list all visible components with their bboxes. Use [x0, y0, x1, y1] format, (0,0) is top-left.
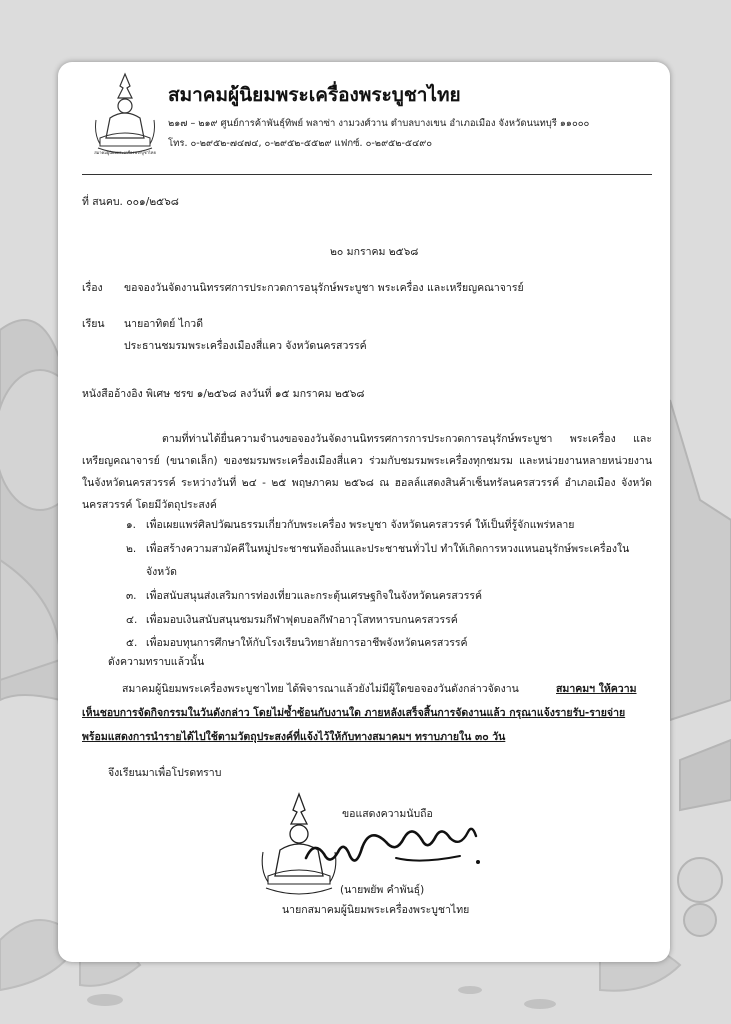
subject-label: เรื่อง — [82, 282, 103, 294]
item-number: ๒. — [126, 543, 137, 555]
to-title: ประธานชมรมพระเครื่องเมืองสี่แคว จังหวัดนครสวรรค์ — [124, 340, 367, 352]
list-item-continuation: จังหวัด — [146, 566, 177, 578]
to-label: เรียน — [82, 318, 105, 330]
regards-text: ขอแสดงความนับถือ — [342, 808, 433, 820]
paragraph-intro: ตามที่ท่านได้ยื่นความจำนงขอจองวันจัดงานนิทรรศการการประกวดการอนุรักษ์พระบูชา พระเครื่อง และเหรียญคณาจารย์ (ขนาดเล็ก) ของชมรมพระเครื่องเมืองสี่แคว ร่วมกับชมรมพระเครื่องทุกชมรม และหน่วยงานหลายหน่วยงานในจังหวัดนครสวรรค์ ระหว่างวันที่ ๒๔ - ๒๕ พฤษภาคม ๒๕๖๘ ณ ฮอลล์แสดงสินค้าเซ็นทรัลนครสวรรค์ อำเภอเมือง จังหวัดนครสวรรค์ โดยมีวัตถุประสงค์ — [82, 433, 652, 511]
reference-number: ที่ สนคบ. ๐๐๑/๒๕๖๘ — [82, 196, 179, 208]
paragraph-approval-underlined: สมาคมฯ ให้ความ — [556, 683, 637, 695]
organization-name: สมาคมผู้นิยมพระเครื่องพระบูชาไทย — [168, 84, 461, 106]
to-name: นายอาทิตย์ ไกวดี — [124, 318, 204, 330]
closing-request: จึงเรียนมาเพื่อโปรดทราบ — [108, 767, 222, 779]
subject-text: ขอจองวันจัดงานนิทรรศการประกวดการอนุรักษ์พระบูชา พระเครื่อง และเหรียญคณาจารย์ — [124, 282, 524, 294]
paragraph-approval-start: สมาคมผู้นิยมพระเครื่องพระบูชาไทย ได้พิจารณาแล้วยังไม่มีผู้ใดขอจองวันดังกล่าวจัดงาน — [122, 683, 519, 695]
association-logo-icon — [92, 72, 158, 158]
as-informed-text: ดังความทราบแล้วนั้น — [108, 656, 205, 668]
header-divider — [82, 174, 652, 175]
list-item: เพื่อสร้างความสามัคคีในหมู่ประชาชนท้องถิ่นและประชาชนทั่วไป ทำให้เกิดการหวงแหนอนุรักษ์พระเครื่องใน — [146, 543, 630, 555]
item-number: ๕. — [126, 637, 138, 649]
signer-name: (นายพยัพ คำพันธุ์) — [340, 884, 425, 896]
letter-date: ๒๐ มกราคม ๒๕๖๘ — [330, 246, 419, 258]
organization-address: ๒๑๗ – ๒๑๙ ศูนย์การค้าพันธุ์ทิพย์ พลาซ่า งามวงศ์วาน ตำบลบางเขน อำเภอเมือง จังหวัดนนทบุรี ๑๑๐๐๐ — [168, 118, 590, 129]
paragraph-approval-underlined: พร้อมแสดงการนำรายได้ไปใช้ตามวัตถุประสงค์ที่แจ้งไว้ให้กับทางสมาคมฯ ทราบภายใน ๓๐ วัน — [82, 731, 506, 743]
organization-phone: โทร. ๐-๒๙๕๒-๗๔๗๔, ๐-๒๙๕๒-๕๕๒๙ แฟกซ์. ๐-๒๙๕๒-๕๔๙๐ — [168, 138, 433, 149]
signer-title: นายกสมาคมผู้นิยมพระเครื่องพระบูชาไทย — [282, 904, 470, 916]
handwritten-signature — [300, 818, 490, 882]
list-item: เพื่อเผยแพร่ศิลปวัฒนธรรมเกี่ยวกับพระเครื่อง พระบูชา จังหวัดนครสวรรค์ ให้เป็นที่รู้จักแพร่หลาย — [146, 519, 575, 531]
list-item: เพื่อมอบทุนการศึกษาให้กับโรงเรียนวิทยาลัยการอาชีพจังหวัดนครสวรรค์ — [146, 637, 468, 649]
item-number: ๔. — [126, 614, 138, 626]
logo-caption: สมาคมผู้นิยมพระเครื่องพระบูชาไทย — [94, 150, 156, 155]
paragraph-approval-underlined: เห็นชอบการจัดกิจกรรมในวันดังกล่าว โดยไม่ซ้ำซ้อนกับงานใด ภายหลังเสร็จสิ้นการจัดงานแล้ว กรุณาแจ้งรายรับ-รายจ่าย — [82, 707, 626, 719]
item-number: ๑. — [126, 519, 137, 531]
item-number: ๓. — [126, 590, 137, 602]
list-item: เพื่อสนับสนุนส่งเสริมการท่องเที่ยวและกระตุ้นเศรษฐกิจในจังหวัดนครสวรรค์ — [146, 590, 482, 602]
list-item: เพื่อมอบเงินสนับสนุนชมรมกีฬาฟุตบอลกีฬาอาวุโสทหารบกนครสวรรค์ — [146, 614, 458, 626]
reference-document: หนังสืออ้างอิง พิเศษ ชรข ๑/๒๕๖๘ ลงวันที่ ๑๕ มกราคม ๒๕๖๘ — [82, 388, 365, 400]
